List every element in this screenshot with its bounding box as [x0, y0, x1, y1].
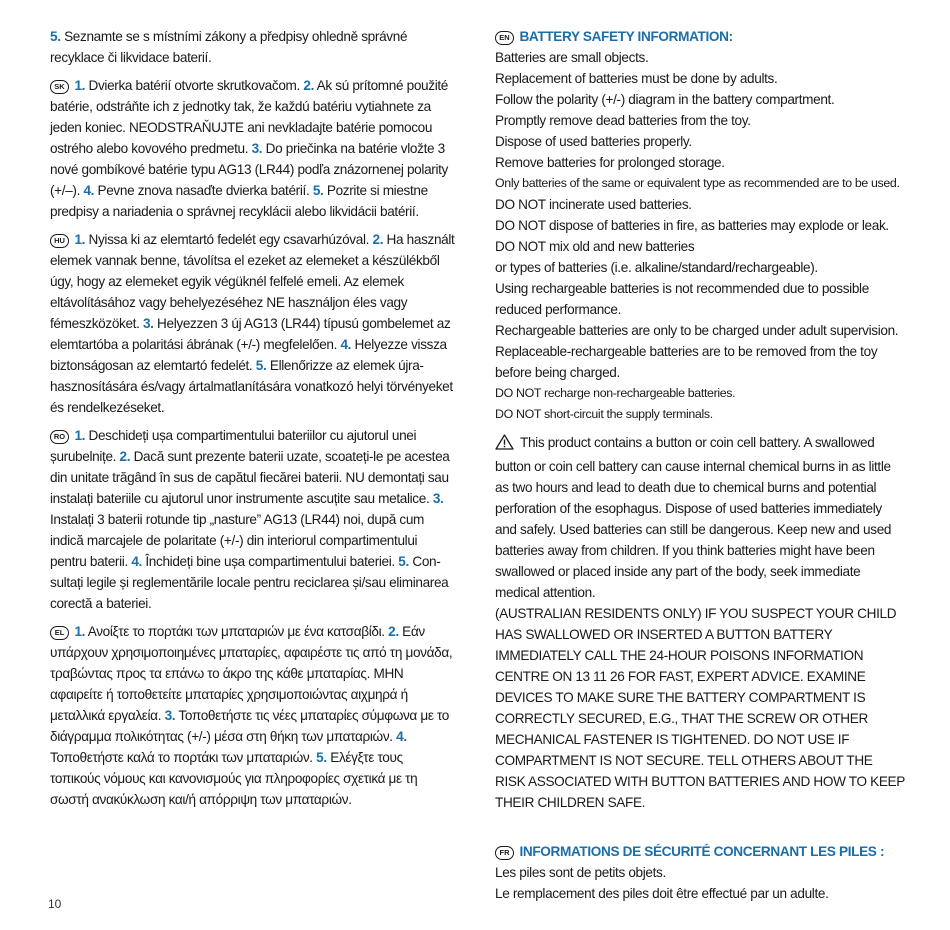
fr-section	[495, 841, 905, 904]
step-text: Închideți bine ușa compartimentului bateriei.	[141, 554, 399, 569]
step-number: 3.	[164, 708, 176, 723]
en-heading-row	[495, 26, 905, 47]
left-column	[50, 26, 455, 817]
step-text: Τοποθετήστε καλά το πορτάκι των μπαταριών.	[50, 750, 317, 765]
step-text: Nyissa ki az elemtartó fedelét egy csavarhúzóval.	[85, 232, 373, 247]
language-badge-sk: SK	[50, 80, 69, 94]
language-badge-ro: RO	[50, 430, 69, 444]
step-number: 5.	[50, 29, 61, 44]
step-text: Εάν υπάρχουν χρησιμοποιημένες μπαταρίες, αφαιρέστε τις από τη μονάδα, τραβώντας προς τα επάνω το άκρο της κάθε μπαταρίας. ΜΗΝ αφαιρείτε ή τοποθετείτε μπαταρίες χρησιμοποιώντας αιχμηρά ή μεταλλικά εργαλεία.	[50, 624, 453, 723]
safety-line: Dispose of used batteries properly.	[495, 134, 692, 149]
safety-line: Follow the polarity (+/-) diagram in the battery compartment.	[495, 92, 835, 107]
safety-line: Replacement of batteries must be done by adults.	[495, 71, 778, 86]
safety-line: Les piles sont de petits objets.	[495, 865, 666, 880]
step-number: 5.	[398, 554, 409, 569]
step-text: Seznamte se s místními zákony a předpisy ohledně správné recyklace či likvidace baterií.	[50, 29, 408, 65]
safety-line: Batteries are small objects.	[495, 50, 649, 65]
safety-line: DO NOT incinerate used batteries.	[495, 197, 692, 212]
warning-block	[495, 432, 905, 813]
step-number: 4.	[83, 183, 95, 198]
safety-line: DO NOT dispose of batteries in fire, as batteries may explode or leak.	[495, 218, 889, 233]
warning-triangle-icon	[495, 434, 514, 456]
step-number: 4.	[396, 729, 407, 744]
step-number: 2.	[119, 449, 131, 464]
safety-line: DO NOT short-circuit the supply terminals.	[495, 407, 713, 421]
hu-section	[50, 229, 455, 418]
step-text: Con-sultați legile și reglementările locale pentru reciclarea și/sau eliminarea corectă a bateriei.	[50, 554, 449, 611]
step-text: Ha használt elemek vannak benne, távolítsa el ezeket az elemeket a készülékből úgy, hogy az elemeket egyik végüknél felfelé emeli. Az elemek eltávolításához vagy behelyezéséhez NE használjon éles vagy fémeszközöket.	[50, 232, 455, 331]
step-number: 2.	[303, 78, 314, 93]
page-number: 10	[48, 897, 62, 911]
step-number: 3.	[251, 141, 263, 156]
step-number: 5.	[316, 750, 327, 765]
step-text: Ak sú prítomné použité batérie, odstráňte ich z jednotky tak, že každú batériu vytiahnete za jeden koniec. NEODSTRAŇUJTE ani nevkladajte batérie pomocou ostrého alebo kovového predmetu.	[50, 78, 449, 156]
step-number: 5.	[255, 358, 267, 373]
language-badge-hu: HU	[50, 234, 69, 248]
safety-line: DO NOT recharge non-rechargeable batteries.	[495, 386, 736, 400]
step-number: 4.	[340, 337, 352, 352]
section-heading: BATTERY SAFETY INFORMATION:	[519, 29, 733, 44]
safety-line: Replaceable-rechargeable batteries are to be removed from the toy before being charged.	[495, 344, 878, 380]
step-text: Helyezzen 3 új AG13 (LR44) típusú gombelemet az elemtartóba a polaritási ábrának (+/-) megfelelően.	[50, 316, 451, 352]
fr-heading-row	[495, 841, 905, 862]
step-number: 3.	[432, 491, 444, 506]
step-text: Helyezze vissza biztonságosan az elemtartó fedelét.	[50, 337, 447, 373]
safety-line: Rechargeable batteries are only to be charged under adult supervision.	[495, 323, 899, 338]
ro-section	[50, 425, 455, 614]
step-text: Ελέγξτε τους τοπικούς νόμους και κανονισμούς για πληροφορίες σχετικά με τη σωστή ανακύκλωση και/ή απόρριψη των μπαταριών.	[50, 750, 418, 807]
el-section	[50, 621, 455, 810]
step-text: Τοποθετήστε τις νέες μπαταρίες σύμφωνα με το διάγραμμα πολικότητας (+/-) μέσα στη θήκη των μπαταριών.	[50, 708, 449, 744]
step-text: Dacă sunt prezente baterii uzate, scoateți-le pe acestea din unitate trăgând în sus de capătul fiecărei baterii. NU demontați sau instalați bateriile cu ajutorul unor instrumente ascuțite sau metalice.	[50, 449, 450, 506]
safety-line: Only batteries of the same or equivalent type as recommended are to be used.	[495, 176, 900, 190]
step-number: 1.	[74, 624, 86, 639]
step-text: Instalați 3 baterii rotunde tip „nasture” AG13 (LR44) noi, după cum indică marcajele de polaritate (+/-) din interiorul compartimentului pentru baterii.	[50, 512, 425, 569]
step-text: Pevne znova nasaďte dvierka batérií.	[94, 183, 313, 198]
step-text: Ellenőrizze az elemek újra-hasznosítására és/vagy ártalmatlanítására vonatkozó helyi törvényeket és rendelkezéseket.	[50, 358, 453, 415]
language-badge-fr: FR	[495, 846, 514, 860]
step-number: 2.	[372, 232, 384, 247]
step-number: 2.	[388, 624, 399, 639]
right-column	[495, 26, 905, 911]
en-section	[495, 26, 905, 425]
language-badge-el: EL	[50, 626, 69, 640]
safety-line: Promptly remove dead batteries from the toy.	[495, 113, 751, 128]
step-text: Dvierka batérií otvorte skrutkovačom.	[85, 78, 304, 93]
safety-line: DO NOT mix old and new batteries	[495, 239, 695, 254]
step-text: Deschideți ușa compartimentului bateriilor cu ajutorul unei șurubelnițe.	[50, 428, 417, 464]
step-number: 3.	[142, 316, 154, 331]
sk-section	[50, 75, 455, 222]
step-number: 1.	[74, 428, 86, 443]
safety-line: Le remplacement des piles doit être effectué par un adulte.	[495, 886, 829, 901]
step-text: Ανοίξτε το πορτάκι των μπαταριών με ένα κατσαβίδι.	[85, 624, 389, 639]
warning-text: This product contains a button or coin cell battery. A swallowed button or coin cell battery can cause internal chemical burns in as little as two hours and lead to death due to chemical burns and potential perforation of the esophagus. Dispose of used batteries immediately and safely. Used batteries can still be dangerous. Keep new and used batteries away from children. If you think batteries might have been swallowed or placed inside any part of the body, seek immediate medical attention.	[495, 435, 892, 600]
step-number: 5.	[312, 183, 324, 198]
step-number: 1.	[74, 232, 86, 247]
cz-section-tail	[50, 26, 455, 68]
step-number: 4.	[131, 554, 142, 569]
step-number: 1.	[74, 78, 86, 93]
language-badge-en: EN	[495, 31, 514, 45]
safety-line: Remove batteries for prolonged storage.	[495, 155, 725, 170]
step-text: Pozrite si miestne predpisy a nariadenia o správnej recyklácii alebo likvidácii batérií.	[50, 183, 428, 219]
safety-line: or types of batteries (i.e. alkaline/standard/rechargeable).	[495, 260, 818, 275]
safety-line: Using rechargeable batteries is not recommended due to possible reduced performance.	[495, 281, 869, 317]
australia-warning: (AUSTRALIAN RESIDENTS ONLY) IF YOU SUSPECT YOUR CHILD HAS SWALLOWED OR INSERTED A BUTTON BATTERY IMMEDIATELY CALL THE 24-HOUR POISONS INFORMATION CENTRE ON 13 11 26 FOR FAST, EXPERT ADVICE. EXAMINE DEVICES TO MAKE SURE THE BATTERY COMPARTMENT IS CORRECTLY SECURED, E.G., THAT THE SCREW OR OTHER MECHANICAL FASTENER IS TIGHTENED. DO NOT USE IF COMPARTMENT IS NOT SECURE. TELL OTHERS ABOUT THE RISK ASSOCIATED WITH BUTTON BATTERIES AND HOW TO KEEP THEIR CHILDREN SAFE.	[495, 606, 905, 810]
step-text: Do priečinka na batérie vložte 3 nové gombíkové batérie typu AG13 (LR44) podľa znázornenej polarity (+/–).	[50, 141, 448, 198]
section-heading: INFORMATIONS DE SÉCURITÉ CONCERNANT LES PILES :	[519, 844, 885, 859]
